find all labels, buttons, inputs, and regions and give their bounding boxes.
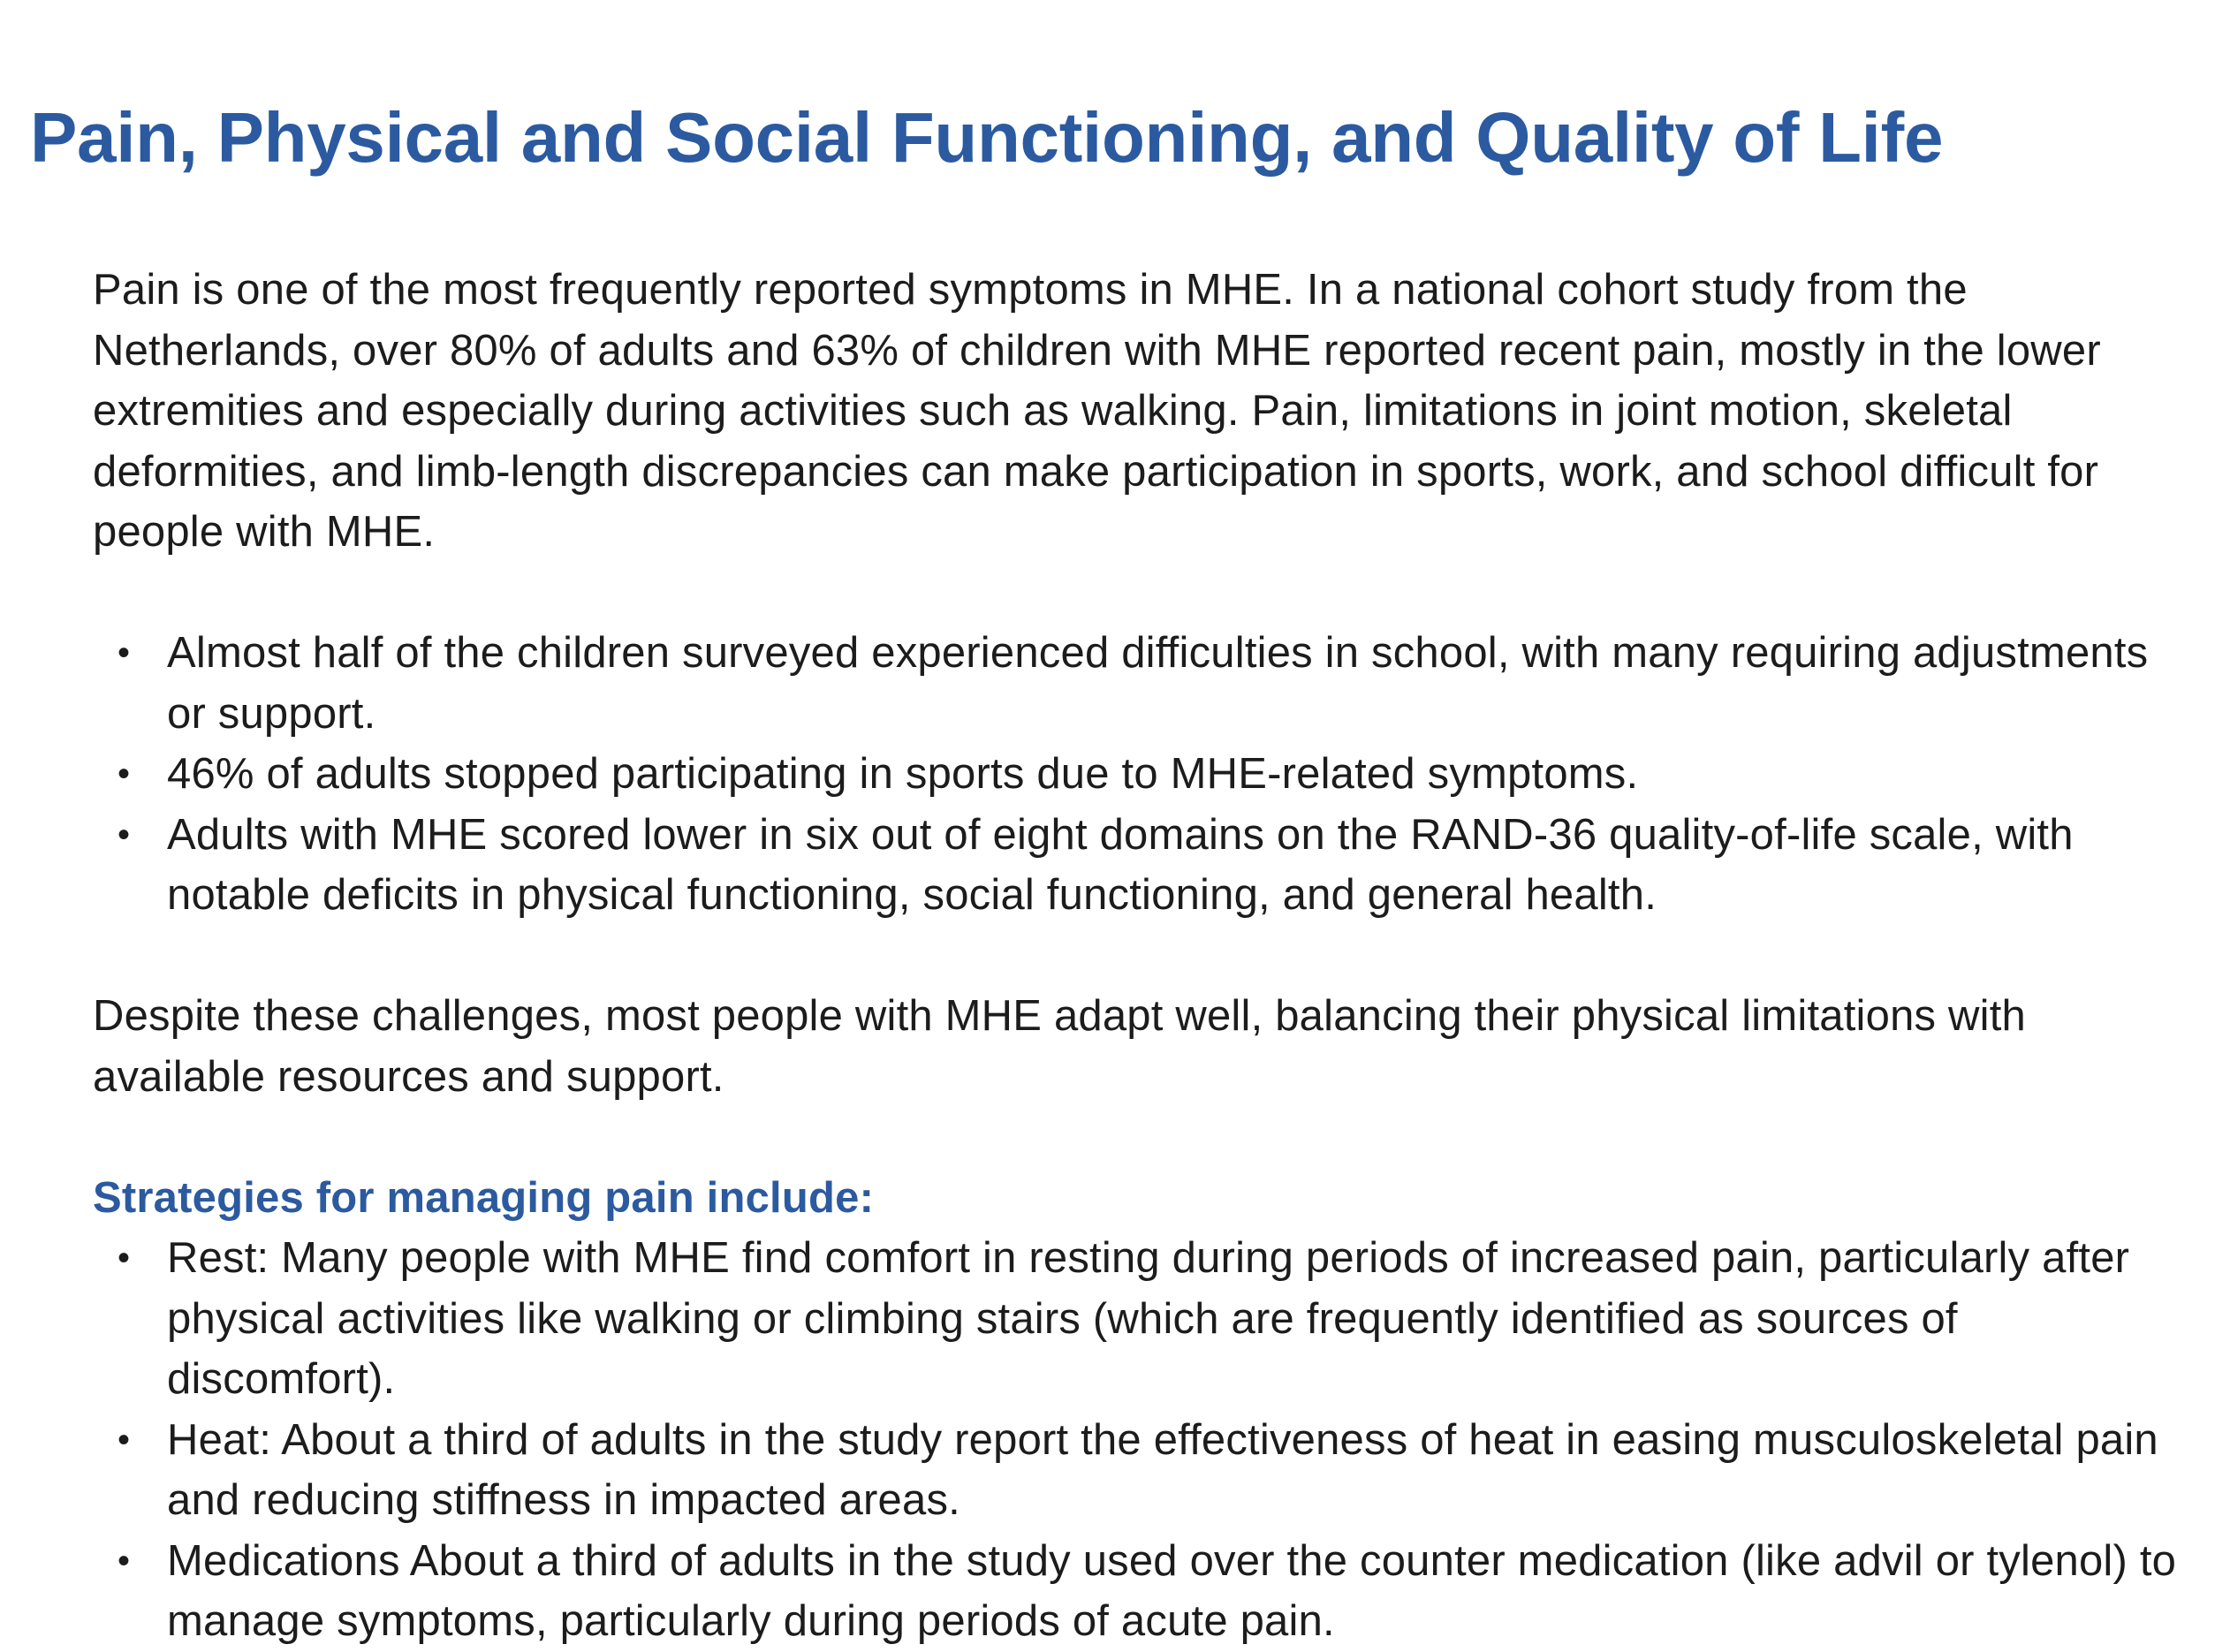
- findings-list: [93, 623, 2196, 926]
- list-item: [118, 623, 2196, 744]
- list-item: [118, 1410, 2196, 1531]
- strategies-list: [93, 1228, 2196, 1652]
- bullet-icon: •: [118, 754, 131, 793]
- list-item: [118, 1228, 2196, 1410]
- list-item: [118, 744, 2196, 805]
- bullet-icon: •: [118, 633, 131, 672]
- list-item: [118, 1531, 2196, 1652]
- spacer: [93, 1107, 2196, 1168]
- bullet-icon: •: [118, 815, 131, 854]
- finding-text: Adults with MHE scored lower in six out of eight domains on the RAND-36 quality-of-life scale, with notable deficits in physical functioning, social functioning, and general health.: [167, 810, 2074, 919]
- spacer: [93, 563, 2196, 624]
- page-title: Pain, Physical and Social Functioning, and Quality of Life: [30, 98, 1944, 177]
- article-body: [93, 260, 2196, 1652]
- strategy-text: Heat: About a third of adults in the study report the effectiveness of heat in easing musculoskeletal pain and reducing stiffness in impacted areas.: [167, 1415, 2158, 1524]
- bullet-icon: •: [118, 1420, 131, 1459]
- conclusion-paragraph: Despite these challenges, most people with MHE adapt well, balancing their physical limitations with available resources and support.: [93, 992, 2026, 1101]
- strategy-text: Medications About a third of adults in the study used over the counter medication (like advil or tylenol) to manage symptoms, particularly during periods of acute pain.: [167, 1536, 2177, 1645]
- bullet-icon: •: [118, 1541, 131, 1580]
- spacer: [93, 926, 2196, 987]
- bullet-icon: •: [118, 1239, 131, 1277]
- finding-text: 46% of adults stopped participating in sports due to MHE-related symptoms.: [167, 750, 1639, 798]
- intro-paragraph: Pain is one of the most frequently reported symptoms in MHE. In a national cohort study from the Netherlands, over 80% of adults and 63% of children with MHE reported recent pain, mostly in the lower extremities and especially during activities such as walking. Pain, limitations in joint motion, skeletal deformities, and limb-length discrepancies can make participation in sports, work, and school difficult for people with MHE.: [93, 266, 2101, 556]
- strategy-text: Rest: Many people with MHE find comfort in resting during periods of increased pain, particularly after physical activities like walking or climbing stairs (which are frequently identified as sources of discomfort).: [167, 1234, 2130, 1403]
- finding-text: Almost half of the children surveyed experienced difficulties in school, with many requiring adjustments or support.: [167, 629, 2149, 738]
- strategies-heading: Strategies for managing pain include:: [93, 1173, 875, 1222]
- list-item: [118, 805, 2196, 926]
